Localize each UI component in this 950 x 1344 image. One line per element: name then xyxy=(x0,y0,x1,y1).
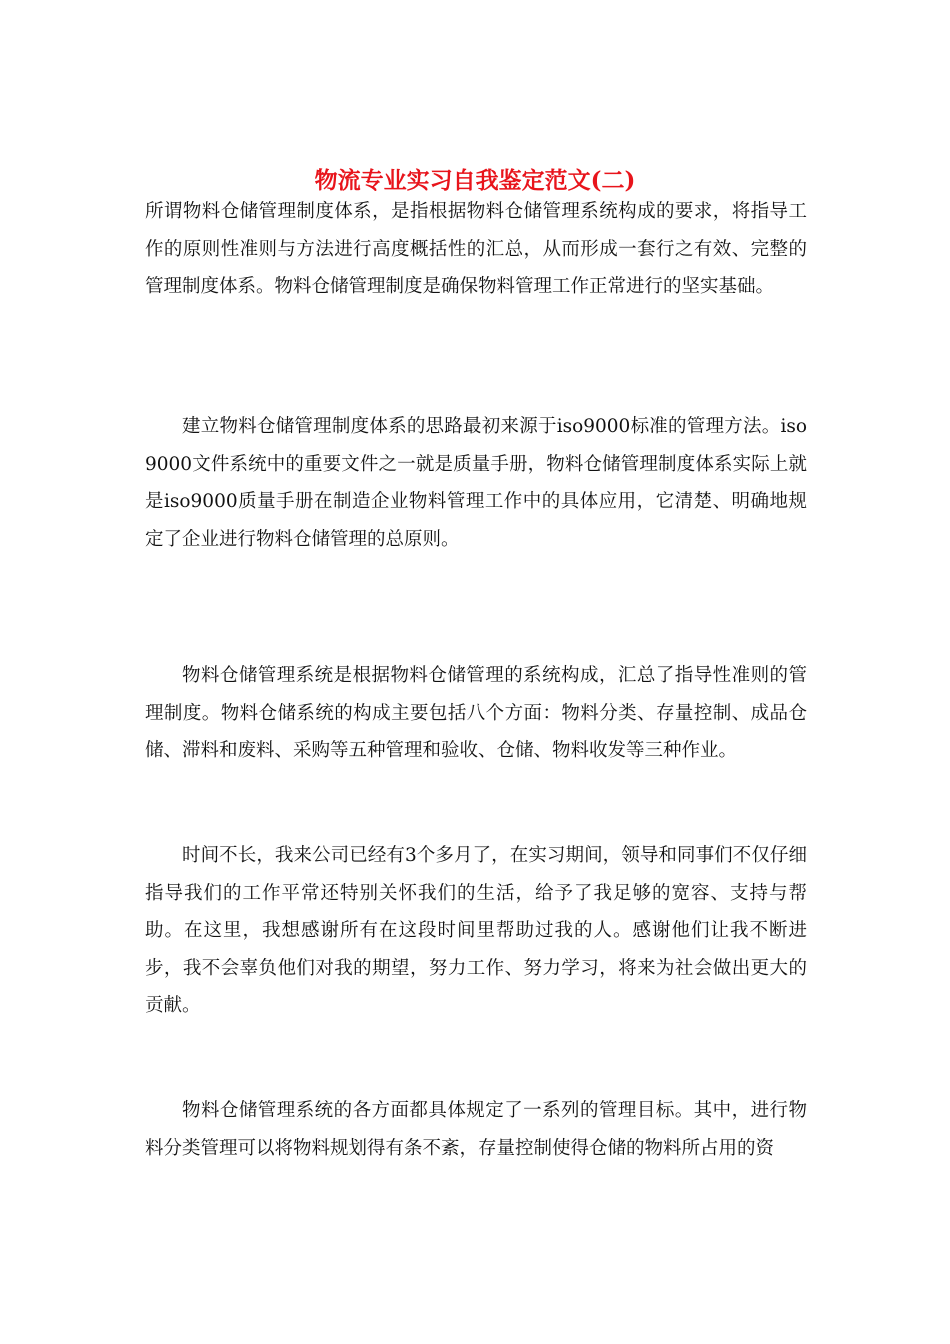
paragraph-5: 物料仓储管理系统的各方面都具体规定了一系列的管理目标。其中，进行物料分类管理可以将物料规划得有条不紊，存量控制使得仓储的物料所占用的资 xyxy=(145,1100,807,1159)
paragraph-4: 时间不长，我来公司已经有3个多月了，在实习期间，领导和同事们不仅仔细指导我们的工作平常还特别关怀我们的生活，给予了我足够的宽容、支持与帮助。在这里，我想感谢所有在这段时间里帮助过我的人。感谢他们让我不断进步，我不会辜负他们对我的期望，努力工作、努力学习，将来为社会做出更大的贡献。 xyxy=(145,845,807,1016)
paragraph-2: 建立物料仓储管理制度体系的思路最初来源于iso9000标准的管理方法。iso9000文件系统中的重要文件之一就是质量手册，物料仓储管理制度体系实际上就是iso9000质量手册在制造企业物料管理工作中的具体应用，它清楚、明确地规定了企业进行物料仓储管理的总原则。 xyxy=(145,416,807,550)
paragraph-1: 所谓物料仓储管理制度体系，是指根据物料仓储管理系统构成的要求，将指导工作的原则性准则与方法进行高度概括性的汇总，从而形成一套行之有效、完整的管理制度体系。物料仓储管理制度是确保物料管理工作正常进行的坚实基础。 xyxy=(145,201,807,297)
document-title: 物流专业实习自我鉴定范文(二) xyxy=(314,167,636,195)
paragraph-3: 物料仓储管理系统是根据物料仓储管理的系统构成，汇总了指导性准则的管理制度。物料仓储系统的构成主要包括八个方面：物料分类、存量控制、成品仓储、滞料和废料、采购等五种管理和验收、仓储、物料收发等三种作业。 xyxy=(145,665,807,761)
